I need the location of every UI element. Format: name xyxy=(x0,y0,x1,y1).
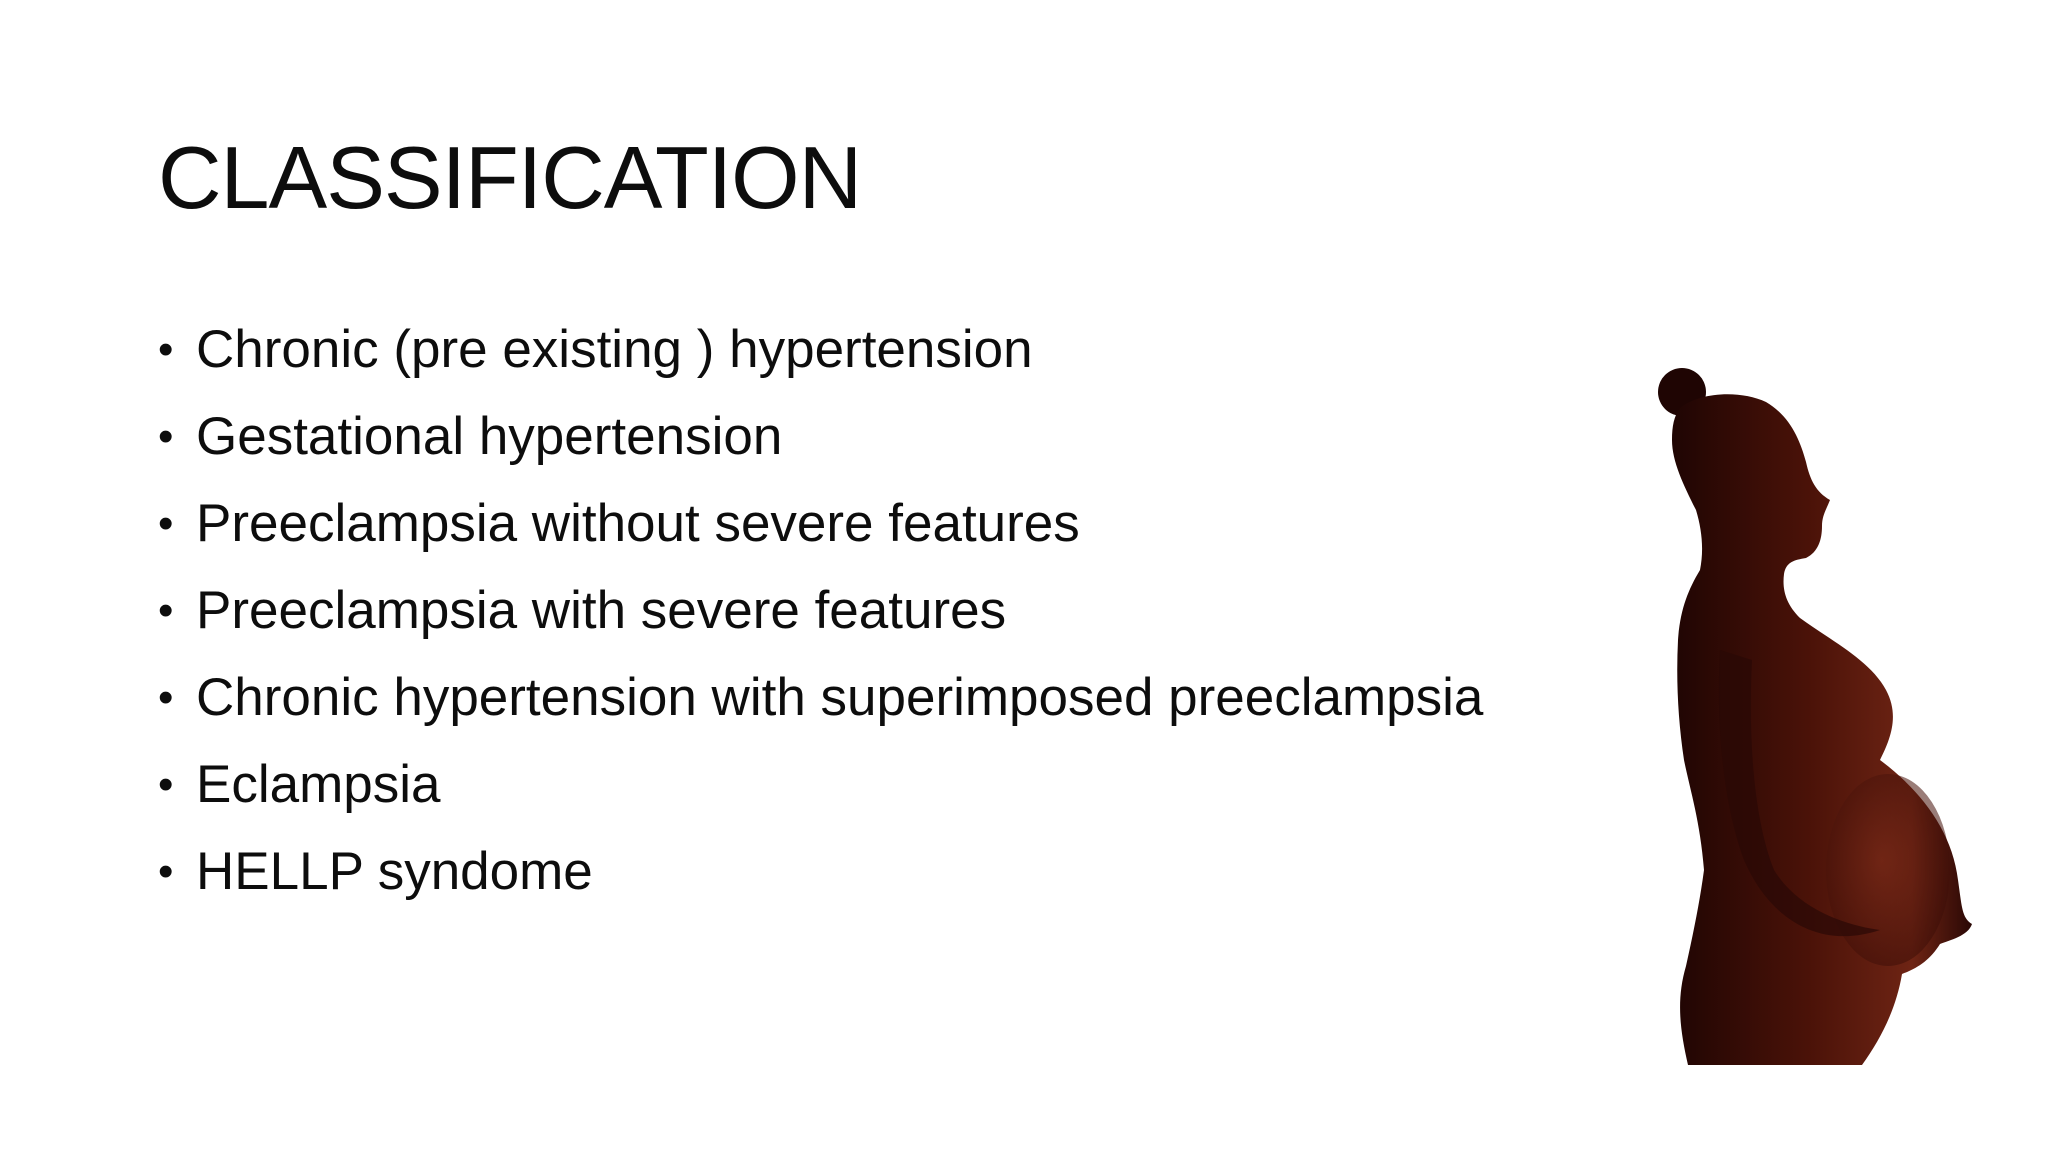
bullet-dot: • xyxy=(158,847,174,896)
bullet-item xyxy=(158,571,1483,658)
bullet-text: Chronic (pre existing ) hypertension xyxy=(196,320,1033,379)
bullet-text: HELLP syndome xyxy=(196,842,593,901)
bullet-text: Preeclampsia with severe features xyxy=(196,581,1007,640)
bullet-text: Preeclampsia without severe features xyxy=(196,494,1080,553)
bullet-text: Chronic hypertension with superimposed preeclampsia xyxy=(196,668,1484,727)
bullet-item xyxy=(158,745,1483,832)
bullet-text: Eclampsia xyxy=(196,755,441,814)
bullet-dot: • xyxy=(158,586,174,635)
bullet-item xyxy=(158,832,1483,919)
bullet-item xyxy=(158,484,1483,571)
bullet-item xyxy=(158,310,1483,397)
bullet-dot: • xyxy=(158,499,174,548)
bullet-list xyxy=(158,310,1483,919)
bullet-dot: • xyxy=(158,760,174,809)
pregnant-woman-silhouette-icon xyxy=(1600,350,2000,1070)
bullet-dot: • xyxy=(158,673,174,722)
bullet-dot: • xyxy=(158,325,174,374)
bullet-item xyxy=(158,397,1483,484)
slide-title: CLASSIFICATION xyxy=(158,128,862,227)
bullet-item xyxy=(158,658,1483,745)
bullet-text: Gestational hypertension xyxy=(196,407,783,466)
bullet-dot: • xyxy=(158,412,174,461)
